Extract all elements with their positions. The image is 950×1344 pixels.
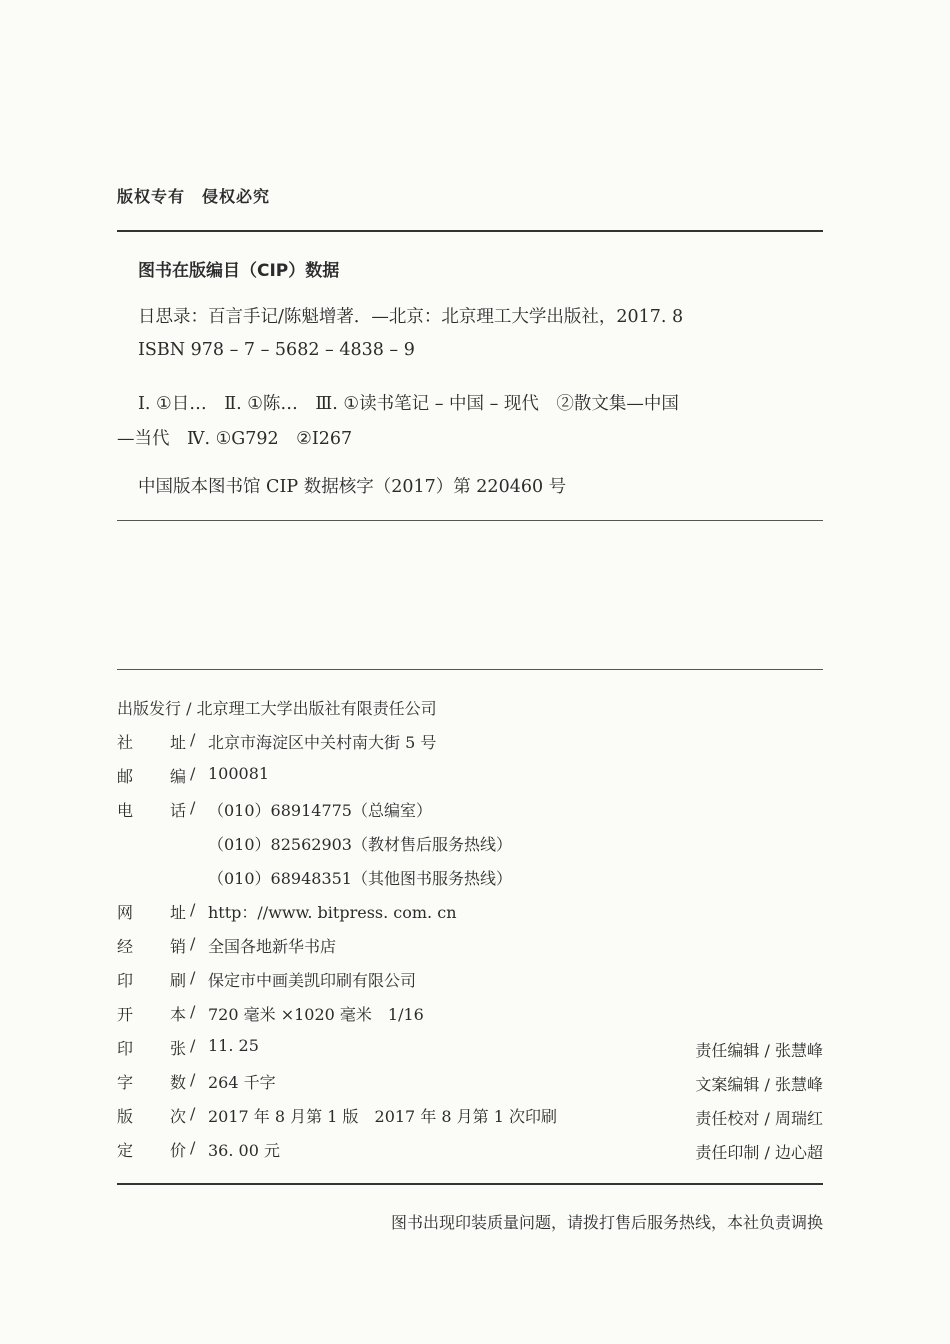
bottom-rule [117,1183,823,1185]
row-label-char1: 网 [117,903,134,922]
separator: / [190,934,196,953]
separator: / [759,1143,775,1162]
website-value: http：//www. bitpress. com. cn [208,903,457,922]
row-label-char2: 销 [170,937,187,956]
editor-name: 张慧峰 [774,1041,823,1060]
top-rule [117,230,823,232]
separator: / [759,1109,775,1128]
row-label-char1: 邮 [117,767,134,786]
copyright-notice: 版权专有 侵权必究 [117,187,271,206]
phone-value: （010）68914775（总编室） [208,801,432,820]
row-label-char2: 刷 [170,971,187,990]
row-label-char1: 定 [117,1141,134,1160]
separator: / [190,1104,196,1123]
word-count-value: 264 千字 [208,1073,276,1092]
editor-credit [695,1038,823,1061]
sheets-value: 11. 25 [208,1036,259,1055]
editor-role: 责任编辑 [695,1041,760,1060]
row-label-char1: 字 [117,1073,134,1092]
separator: / [190,1036,196,1055]
separator: / [190,764,196,783]
separator: / [190,900,196,919]
editor-role: 责任印制 [695,1143,760,1162]
row-label-char1: 印 [117,1039,134,1058]
row-label-char2: 话 [170,801,187,820]
row-label-char2: 价 [170,1141,187,1160]
separator: / [759,1075,775,1094]
address-value: 北京市海淀区中关村南大街 5 号 [208,733,437,752]
editor-name: 周瑞红 [774,1109,823,1128]
cip-classification-line2: —当代 Ⅳ. ①G792 ②I267 [117,429,353,449]
separator: / [190,1002,196,1021]
publisher-row [117,696,437,719]
postcode-value: 100081 [208,764,270,783]
separator: / [190,1138,196,1157]
cip-heading: 图书在版编目（CIP）数据 [138,261,340,281]
separator: / [190,1070,196,1089]
row-label-char1: 社 [117,733,134,752]
publisher-name: 北京理工大学出版社有限责任公司 [196,699,437,718]
editor-role: 文案编辑 [695,1075,760,1094]
separator: / [190,730,196,749]
row-label-char2: 张 [170,1039,187,1058]
separator: / [181,699,197,718]
row-label-char1: 开 [117,1005,134,1024]
separator: / [759,1041,775,1060]
editor-name: 张慧峰 [774,1075,823,1094]
row-label-char2: 编 [170,767,187,786]
cip-classification-line1: Ⅰ. ①日… Ⅱ. ①陈… Ⅲ. ①读书笔记 – 中国 – 现代 ②散文集—中国 [138,394,679,414]
price-value: 36. 00 元 [208,1141,280,1160]
edition-value: 2017 年 8 月第 1 版 2017 年 8 月第 1 次印刷 [208,1107,558,1126]
row-label-char1: 版 [117,1107,134,1126]
phone-value: （010）82562903（教材售后服务热线） [208,835,512,854]
editor-credit [695,1106,823,1129]
row-label-char2: 本 [170,1005,187,1024]
quality-notice: 图书出现印装质量问题，请拨打售后服务热线，本社负责调换 [390,1213,823,1232]
publishing-top-rule [117,669,823,670]
separator: / [190,798,196,817]
row-label-char2: 数 [170,1073,187,1092]
editor-role: 责任校对 [695,1109,760,1128]
cip-isbn: ISBN 978 – 7 – 5682 – 4838 – 9 [138,340,415,360]
cip-bottom-rule [117,520,823,521]
distribution-value: 全国各地新华书店 [208,937,337,956]
row-label-char2: 址 [170,903,187,922]
cip-record-number: 中国版本图书馆 CIP 数据核字（2017）第 220460 号 [138,477,567,497]
editor-credit [695,1140,823,1163]
row-label-char2: 址 [170,733,187,752]
publisher-label: 出版发行 [117,699,182,718]
separator: / [190,968,196,987]
format-value: 720 毫米 ×1020 毫米 1/16 [208,1005,424,1024]
row-label-char1: 经 [117,937,134,956]
editor-name: 边心超 [774,1143,823,1162]
row-label-char1: 印 [117,971,134,990]
row-label-char1: 电 [117,801,134,820]
phone-value: （010）68948351（其他图书服务热线） [208,869,512,888]
row-label-char2: 次 [170,1107,187,1126]
editor-credit [695,1072,823,1095]
printer-value: 保定市中画美凯印刷有限公司 [208,971,417,990]
cip-title-line: 日思录：百言手记/陈魁增著．—北京：北京理工大学出版社，2017. 8 [138,307,684,327]
